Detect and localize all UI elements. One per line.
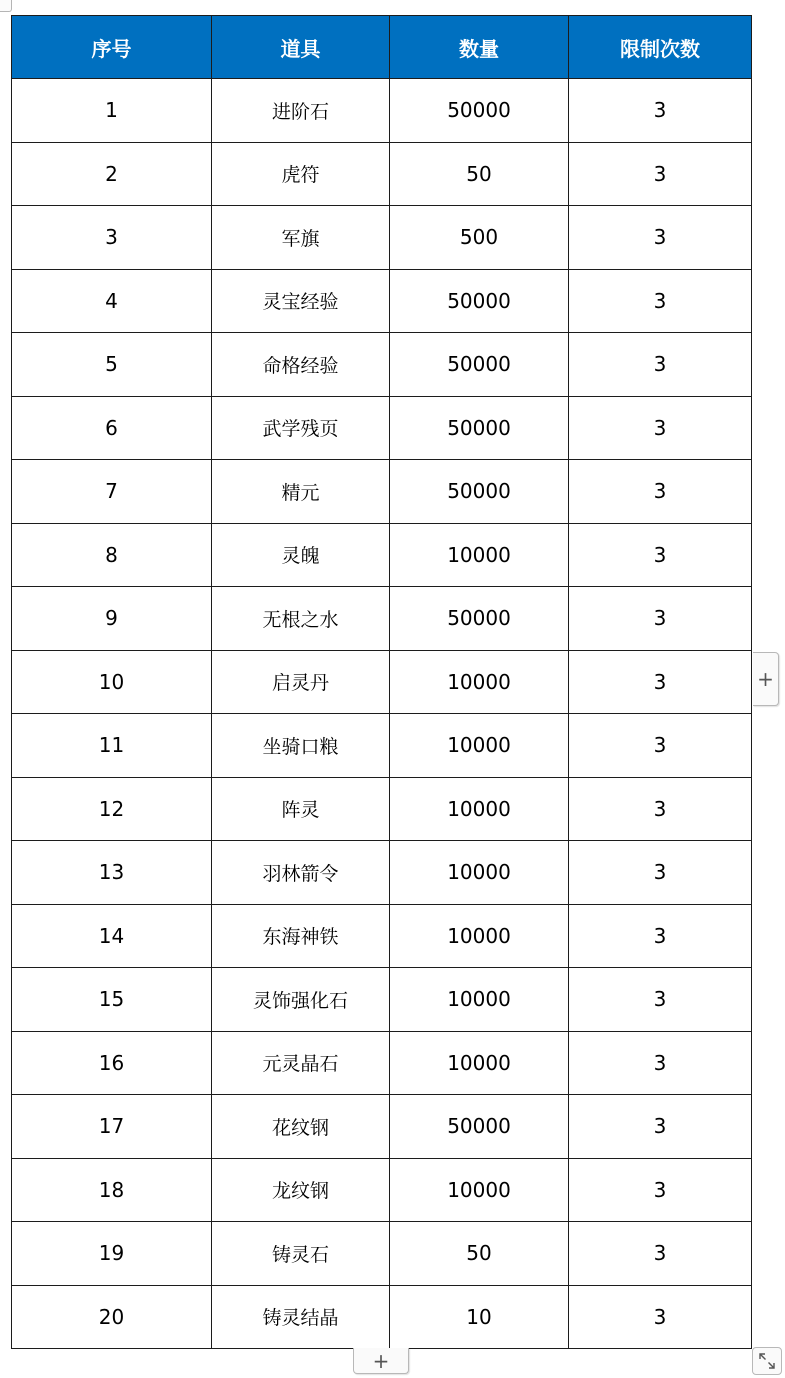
cell-quantity[interactable]: 50000 [390, 269, 569, 333]
plus-icon: + [757, 667, 774, 691]
cell-quantity[interactable]: 10000 [390, 841, 569, 905]
cell-quantity[interactable]: 50000 [390, 1095, 569, 1159]
cell-item[interactable]: 虎符 [212, 142, 390, 206]
cell-index[interactable]: 8 [12, 523, 212, 587]
cell-index[interactable]: 4 [12, 269, 212, 333]
add-row-button[interactable] [353, 1348, 409, 1374]
cell-item[interactable]: 启灵丹 [212, 650, 390, 714]
cell-index[interactable]: 17 [12, 1095, 212, 1159]
cell-item[interactable]: 东海神铁 [212, 904, 390, 968]
cell-quantity[interactable]: 50000 [390, 333, 569, 397]
cell-quantity[interactable]: 50000 [390, 79, 569, 143]
table-row [12, 1095, 752, 1159]
table-row [12, 1285, 752, 1349]
cell-limit[interactable]: 3 [569, 904, 752, 968]
cell-limit[interactable]: 3 [569, 79, 752, 143]
cell-limit[interactable]: 3 [569, 460, 752, 524]
cell-index[interactable]: 10 [12, 650, 212, 714]
cell-quantity[interactable]: 50 [390, 142, 569, 206]
cell-quantity[interactable]: 10000 [390, 968, 569, 1032]
table-row [12, 904, 752, 968]
table-row [12, 968, 752, 1032]
table-container [11, 15, 752, 1349]
cell-limit[interactable]: 3 [569, 396, 752, 460]
add-column-button[interactable] [753, 652, 779, 706]
cell-quantity[interactable]: 10000 [390, 777, 569, 841]
cell-item[interactable]: 元灵晶石 [212, 1031, 390, 1095]
cell-quantity[interactable]: 50000 [390, 396, 569, 460]
cell-limit[interactable]: 3 [569, 523, 752, 587]
cell-item[interactable]: 灵饰强化石 [212, 968, 390, 1032]
header-index[interactable]: 序号 [12, 16, 212, 79]
items-table [11, 15, 752, 1349]
cell-item[interactable]: 灵宝经验 [212, 269, 390, 333]
table-row [12, 269, 752, 333]
cell-limit[interactable]: 3 [569, 269, 752, 333]
cell-index[interactable]: 2 [12, 142, 212, 206]
cell-index[interactable]: 15 [12, 968, 212, 1032]
cell-quantity[interactable]: 50000 [390, 587, 569, 651]
table-row [12, 1222, 752, 1286]
cell-limit[interactable]: 3 [569, 206, 752, 270]
cell-limit[interactable]: 3 [569, 1031, 752, 1095]
cell-index[interactable]: 3 [12, 206, 212, 270]
cell-item[interactable]: 铸灵结晶 [212, 1285, 390, 1349]
header-item[interactable]: 道具 [212, 16, 390, 79]
table-row [12, 777, 752, 841]
cell-item[interactable]: 进阶石 [212, 79, 390, 143]
cell-index[interactable]: 9 [12, 587, 212, 651]
header-quantity[interactable]: 数量 [390, 16, 569, 79]
table-row [12, 142, 752, 206]
expand-diagonal-icon [758, 1352, 776, 1370]
table-row [12, 333, 752, 397]
cell-index[interactable]: 6 [12, 396, 212, 460]
cell-index[interactable]: 13 [12, 841, 212, 905]
cell-quantity[interactable]: 50000 [390, 460, 569, 524]
table-row [12, 587, 752, 651]
header-limit[interactable]: 限制次数 [569, 16, 752, 79]
cell-limit[interactable]: 3 [569, 1222, 752, 1286]
cell-index[interactable]: 7 [12, 460, 212, 524]
cell-limit[interactable]: 3 [569, 650, 752, 714]
cell-index[interactable]: 5 [12, 333, 212, 397]
table-body [12, 79, 752, 1349]
cell-item[interactable]: 军旗 [212, 206, 390, 270]
cell-limit[interactable]: 3 [569, 142, 752, 206]
cell-item[interactable]: 灵魄 [212, 523, 390, 587]
cell-index[interactable]: 20 [12, 1285, 212, 1349]
cell-quantity[interactable]: 10 [390, 1285, 569, 1349]
table-header-row [12, 16, 752, 79]
cell-item[interactable]: 精元 [212, 460, 390, 524]
cell-item[interactable]: 无根之水 [212, 587, 390, 651]
cell-item[interactable]: 阵灵 [212, 777, 390, 841]
cell-limit[interactable]: 3 [569, 333, 752, 397]
cell-index[interactable]: 12 [12, 777, 212, 841]
table-row [12, 460, 752, 524]
cell-limit[interactable]: 3 [569, 1095, 752, 1159]
cell-quantity[interactable]: 500 [390, 206, 569, 270]
cell-quantity[interactable]: 10000 [390, 523, 569, 587]
cell-index[interactable]: 11 [12, 714, 212, 778]
table-row [12, 841, 752, 905]
cell-item[interactable]: 铸灵石 [212, 1222, 390, 1286]
cell-index[interactable]: 18 [12, 1158, 212, 1222]
cell-quantity[interactable]: 10000 [390, 714, 569, 778]
cell-quantity[interactable]: 10000 [390, 1031, 569, 1095]
cell-item[interactable]: 花纹钢 [212, 1095, 390, 1159]
table-row [12, 79, 752, 143]
cell-quantity[interactable]: 10000 [390, 650, 569, 714]
cell-limit[interactable]: 3 [569, 587, 752, 651]
cell-limit[interactable]: 3 [569, 1158, 752, 1222]
cell-index[interactable]: 19 [12, 1222, 212, 1286]
cell-item[interactable]: 坐骑口粮 [212, 714, 390, 778]
table-row [12, 396, 752, 460]
table-row [12, 1158, 752, 1222]
cell-limit[interactable]: 3 [569, 1285, 752, 1349]
cell-index[interactable]: 1 [12, 79, 212, 143]
table-select-handle[interactable] [0, 0, 12, 12]
cell-quantity[interactable]: 50 [390, 1222, 569, 1286]
cell-index[interactable]: 14 [12, 904, 212, 968]
table-row [12, 523, 752, 587]
cell-limit[interactable]: 3 [569, 777, 752, 841]
cell-item[interactable]: 羽林箭令 [212, 841, 390, 905]
cell-limit[interactable]: 3 [569, 841, 752, 905]
table-resize-handle[interactable] [752, 1347, 782, 1375]
table-row [12, 206, 752, 270]
table-row [12, 1031, 752, 1095]
cell-limit[interactable]: 3 [569, 968, 752, 1032]
cell-item[interactable]: 龙纹钢 [212, 1158, 390, 1222]
cell-quantity[interactable]: 10000 [390, 904, 569, 968]
table-row [12, 714, 752, 778]
table-row [12, 650, 752, 714]
plus-icon: + [372, 1348, 390, 1373]
cell-item[interactable]: 命格经验 [212, 333, 390, 397]
cell-quantity[interactable]: 10000 [390, 1158, 569, 1222]
cell-limit[interactable]: 3 [569, 714, 752, 778]
cell-item[interactable]: 武学残页 [212, 396, 390, 460]
cell-index[interactable]: 16 [12, 1031, 212, 1095]
